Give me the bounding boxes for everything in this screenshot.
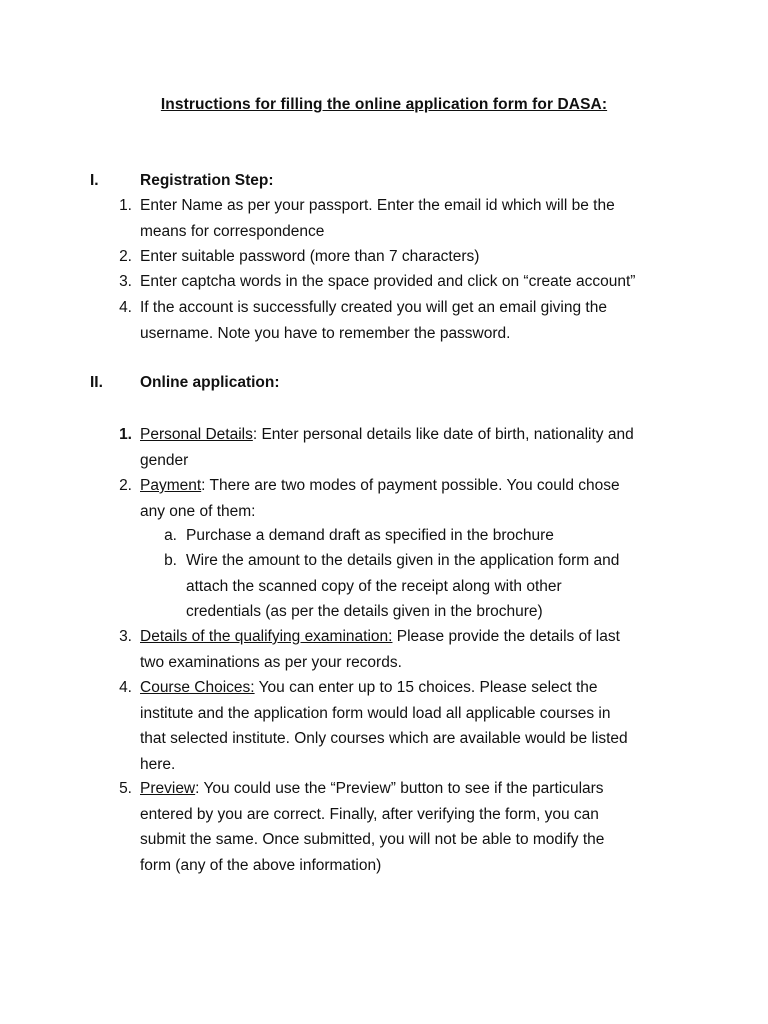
list-item-line: Purchase a demand draft as specified in the brochure (186, 527, 554, 544)
sub-list-item (186, 523, 554, 549)
list-item-line: Enter Name as per your passport. Enter the email id which will be the (140, 197, 615, 214)
list-item (140, 473, 620, 524)
list-item-line (140, 776, 604, 802)
page-title: Instructions for filling the online application form for DASA: (160, 96, 608, 113)
list-item-line: Enter captcha words in the space provided and click on “create account” (140, 273, 636, 290)
list-item-line: username. Note you have to remember the password. (140, 324, 511, 342)
list-item (140, 624, 620, 675)
list-item-number: 4. (119, 299, 132, 316)
list-item-line: entered by you are correct. Finally, after verifying the form, you can (140, 805, 599, 823)
list-item-line: here. (140, 755, 176, 773)
list-item-line: If the account is successfully created you will get an email giving the (140, 299, 607, 316)
list-item-number: 3. (119, 273, 132, 290)
list-item-line (140, 624, 620, 650)
item-text: Please provide the details of last (392, 628, 620, 645)
sub-item-letter: a. (164, 527, 177, 544)
item-label: Preview (140, 780, 196, 797)
sub-list-item (186, 548, 619, 625)
list-item-line: form (any of the above information) (140, 856, 382, 874)
list-item-line: credentials (as per the details given in the brochure) (186, 603, 543, 620)
list-item (140, 675, 628, 777)
list-item-line: Enter suitable password (more than 7 characters) (140, 248, 480, 265)
list-item-number: 1. (119, 197, 132, 214)
list-item (140, 193, 615, 244)
sub-item-letter: b. (164, 552, 177, 569)
item-label: Course Choices: (140, 679, 255, 696)
section-2-heading: Online application: (140, 374, 280, 391)
list-item-line: institute and the application form would load all applicable courses in (140, 704, 611, 722)
section-1-heading: Registration Step: (140, 172, 274, 189)
section-1-numeral: I. (90, 172, 99, 189)
list-item-number: 2. (119, 477, 132, 494)
list-item (140, 776, 604, 878)
list-item-line: gender (140, 451, 189, 469)
list-item (140, 269, 635, 295)
item-text: : There are two modes of payment possible. You could chose (201, 477, 620, 494)
list-item-line: attach the scanned copy of the receipt along with other (186, 577, 562, 595)
list-item-number: 4. (119, 679, 132, 696)
list-item-line: any one of them: (140, 502, 256, 520)
list-item-line (140, 473, 620, 499)
item-text: You can enter up to 15 choices. Please select the (254, 679, 598, 696)
list-item-line (140, 422, 634, 448)
item-label: Personal Details (140, 426, 253, 443)
item-label: Payment (140, 477, 202, 494)
list-item (140, 295, 607, 346)
list-item-line: means for correspondence (140, 222, 325, 240)
list-item-number: 5. (119, 780, 132, 797)
list-item (140, 422, 634, 473)
list-item-line: submit the same. Once submitted, you will not be able to modify the (140, 831, 605, 848)
list-item-line: two examinations as per your records. (140, 653, 402, 671)
list-item-line: Wire the amount to the details given in the application form and (186, 552, 620, 569)
list-item-number: 3. (119, 628, 132, 645)
list-item-line: that selected institute. Only courses which are available would be listed (140, 730, 628, 747)
list-item (140, 244, 479, 270)
list-item-number: 2. (119, 248, 132, 265)
section-2-numeral: II. (90, 374, 103, 391)
list-item-number: 1. (119, 426, 132, 443)
item-label: Details of the qualifying examination: (140, 628, 393, 645)
list-item-line (140, 675, 628, 701)
item-text: : Enter personal details like date of birth, nationality and (252, 426, 634, 443)
item-text: : You could use the “Preview” button to see if the particulars (195, 780, 604, 797)
